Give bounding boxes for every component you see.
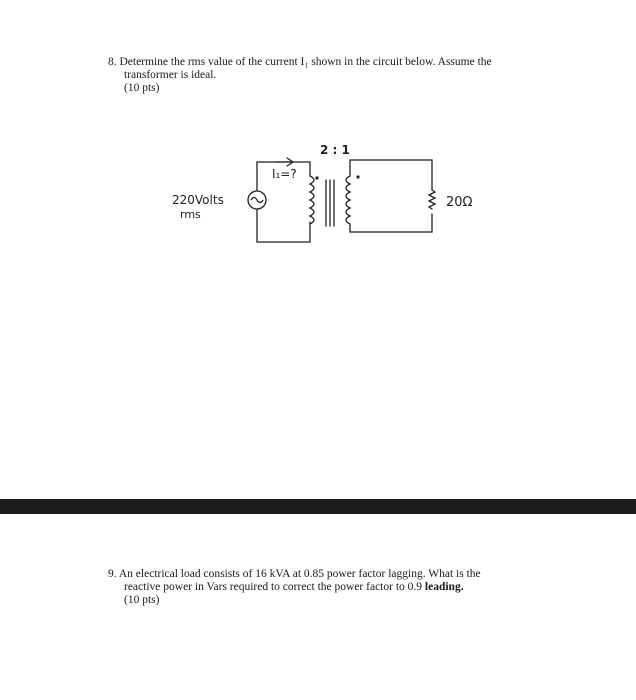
turns-ratio-label: 2 : 1 (320, 143, 350, 157)
load-resistance-label: 20Ω (446, 195, 473, 210)
ac-source (248, 191, 266, 209)
primary-polarity-dot (315, 176, 318, 179)
primary-left-bottom-wire (257, 210, 310, 242)
question-number: 8. (108, 56, 117, 68)
question-text-line-2 (108, 581, 568, 594)
current-label: I₁=? (272, 167, 297, 181)
source-voltage-label: 220Volts (172, 193, 224, 207)
question-points: (10 pts) (124, 82, 160, 94)
question-points: (10 pts) (124, 594, 160, 606)
question-text-line-1: Determine the rms value of the current I₁ shown in the circuit below. Assume the (119, 56, 492, 68)
secondary-polarity-dot (356, 175, 359, 178)
page-divider-bar (0, 499, 636, 514)
question-text-line-2-plain: reactive power in Vars required to correct the power factor to 0.9 (124, 581, 425, 593)
question-text-line-2: transformer is ideal. (124, 69, 217, 81)
question-number: 9. (108, 568, 117, 580)
secondary-bottom-wire (350, 214, 432, 232)
resistor (429, 190, 435, 209)
transformer-circuit-diagram (160, 140, 520, 250)
source-rms-label: rms (180, 208, 201, 221)
question-text-line-1: An electrical load consists of 16 kVA at 0.85 power factor lagging. What is the (118, 568, 481, 580)
primary-coil (310, 176, 314, 224)
question-9 (108, 568, 568, 607)
question-text-line-2-bold: leading. (424, 581, 464, 593)
question-8 (108, 56, 568, 95)
secondary-top-wire (350, 160, 432, 190)
secondary-coil (346, 176, 350, 224)
